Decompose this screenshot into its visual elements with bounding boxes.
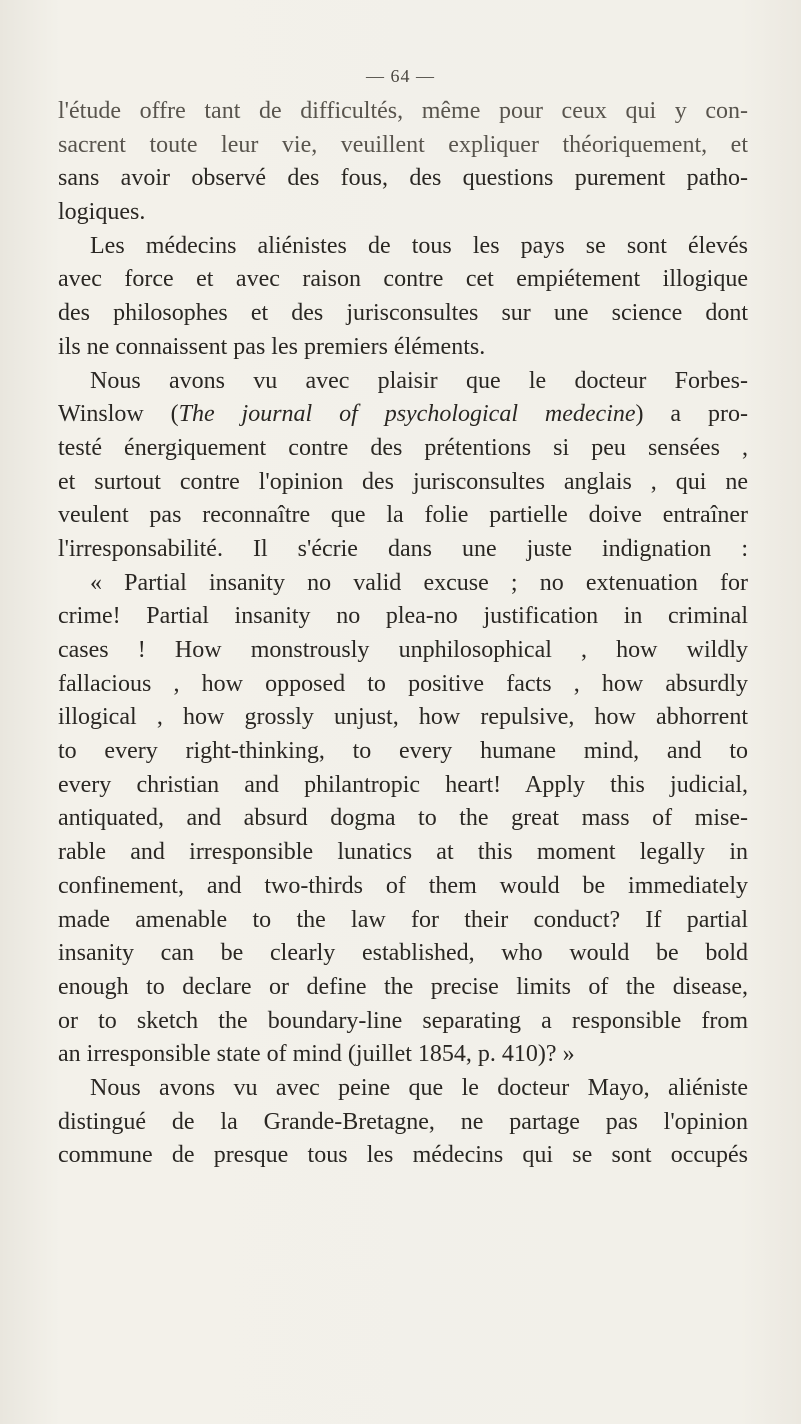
text-line: ils ne connaissent pas les premiers éléments. bbox=[58, 333, 486, 360]
text-line-with-citation bbox=[58, 398, 748, 432]
quote-line: confinement, and two-thirds of them would be immediately bbox=[58, 872, 748, 899]
journal-title: The journal of psychological medecine bbox=[178, 401, 636, 428]
page-number: — 64 — bbox=[366, 66, 435, 86]
text-line: des philosophes et des jurisconsultes sur une science dont bbox=[58, 300, 748, 327]
body-text bbox=[58, 95, 748, 1173]
text-line: l'irresponsabilité. Il s'écrie dans une juste indignation : bbox=[58, 535, 748, 562]
text-line: avec force et avec raison contre cet empiétement illogique bbox=[58, 266, 748, 293]
text-line: sans avoir observé des fous, des questions purement patho- bbox=[58, 165, 748, 192]
quote-line: cases ! How monstrously unphilosophical , how wildly bbox=[58, 637, 748, 663]
text-line: et surtout contre l'opinion des jurisconsultes anglais , qui ne bbox=[58, 468, 748, 495]
text-line: sacrent toute leur vie, veuillent expliquer théoriquement, et bbox=[58, 131, 748, 158]
text-line: Les médecins aliénistes de tous les pays se sont élevés bbox=[90, 232, 748, 259]
quote-line: crime! Partial insanity no plea-no justification in criminal bbox=[58, 603, 748, 630]
text-line: veulent pas reconnaître que la folie partielle doive entraîner bbox=[58, 502, 748, 529]
quote-line: an irresponsible state of mind (juillet 1854, p. 410)? » bbox=[58, 1041, 575, 1068]
text-line: Nous avons vu avec plaisir que le docteur Forbes- bbox=[90, 367, 748, 394]
quote-line: insanity can be clearly established, who would be bold bbox=[58, 940, 748, 967]
text-line: logiques. bbox=[58, 199, 146, 226]
text-line: commune de presque tous les médecins qui se sont occupés bbox=[58, 1142, 748, 1169]
quote-line: antiquated, and absurd dogma to the great mass of mise- bbox=[58, 805, 748, 832]
text-segment: ) a pro- bbox=[635, 401, 748, 428]
quote-line: enough to declare or define the precise limits of the disease, bbox=[58, 973, 748, 1000]
text-line: l'étude offre tant de difficultés, même pour ceux qui y con- bbox=[58, 98, 748, 124]
quote-line: « Partial insanity no valid excuse ; no extenuation for bbox=[90, 569, 748, 596]
quote-line: or to sketch the boundary-line separating a responsible from bbox=[58, 1007, 748, 1034]
quote-line: made amenable to the law for their conduct? If partial bbox=[58, 906, 748, 933]
quote-line: illogical , how grossly unjust, how repulsive, how abhorrent bbox=[58, 704, 748, 731]
text-segment: Winslow ( bbox=[58, 401, 179, 428]
text-line: testé énergiquement contre des prétentions si peu sensées , bbox=[58, 434, 748, 461]
quote-line: rable and irresponsible lunatics at this moment legally in bbox=[58, 839, 748, 866]
quote-line: to every right-thinking, to every humane mind, and to bbox=[58, 738, 748, 765]
quote-line: fallacious , how opposed to positive facts , how absurdly bbox=[58, 670, 748, 697]
text-line: Nous avons vu avec peine que le docteur Mayo, aliéniste bbox=[90, 1074, 748, 1101]
quote-line: every christian and philantropic heart! Apply this judicial, bbox=[58, 771, 748, 798]
text-line: distingué de la Grande-Bretagne, ne partage pas l'opinion bbox=[58, 1108, 748, 1135]
